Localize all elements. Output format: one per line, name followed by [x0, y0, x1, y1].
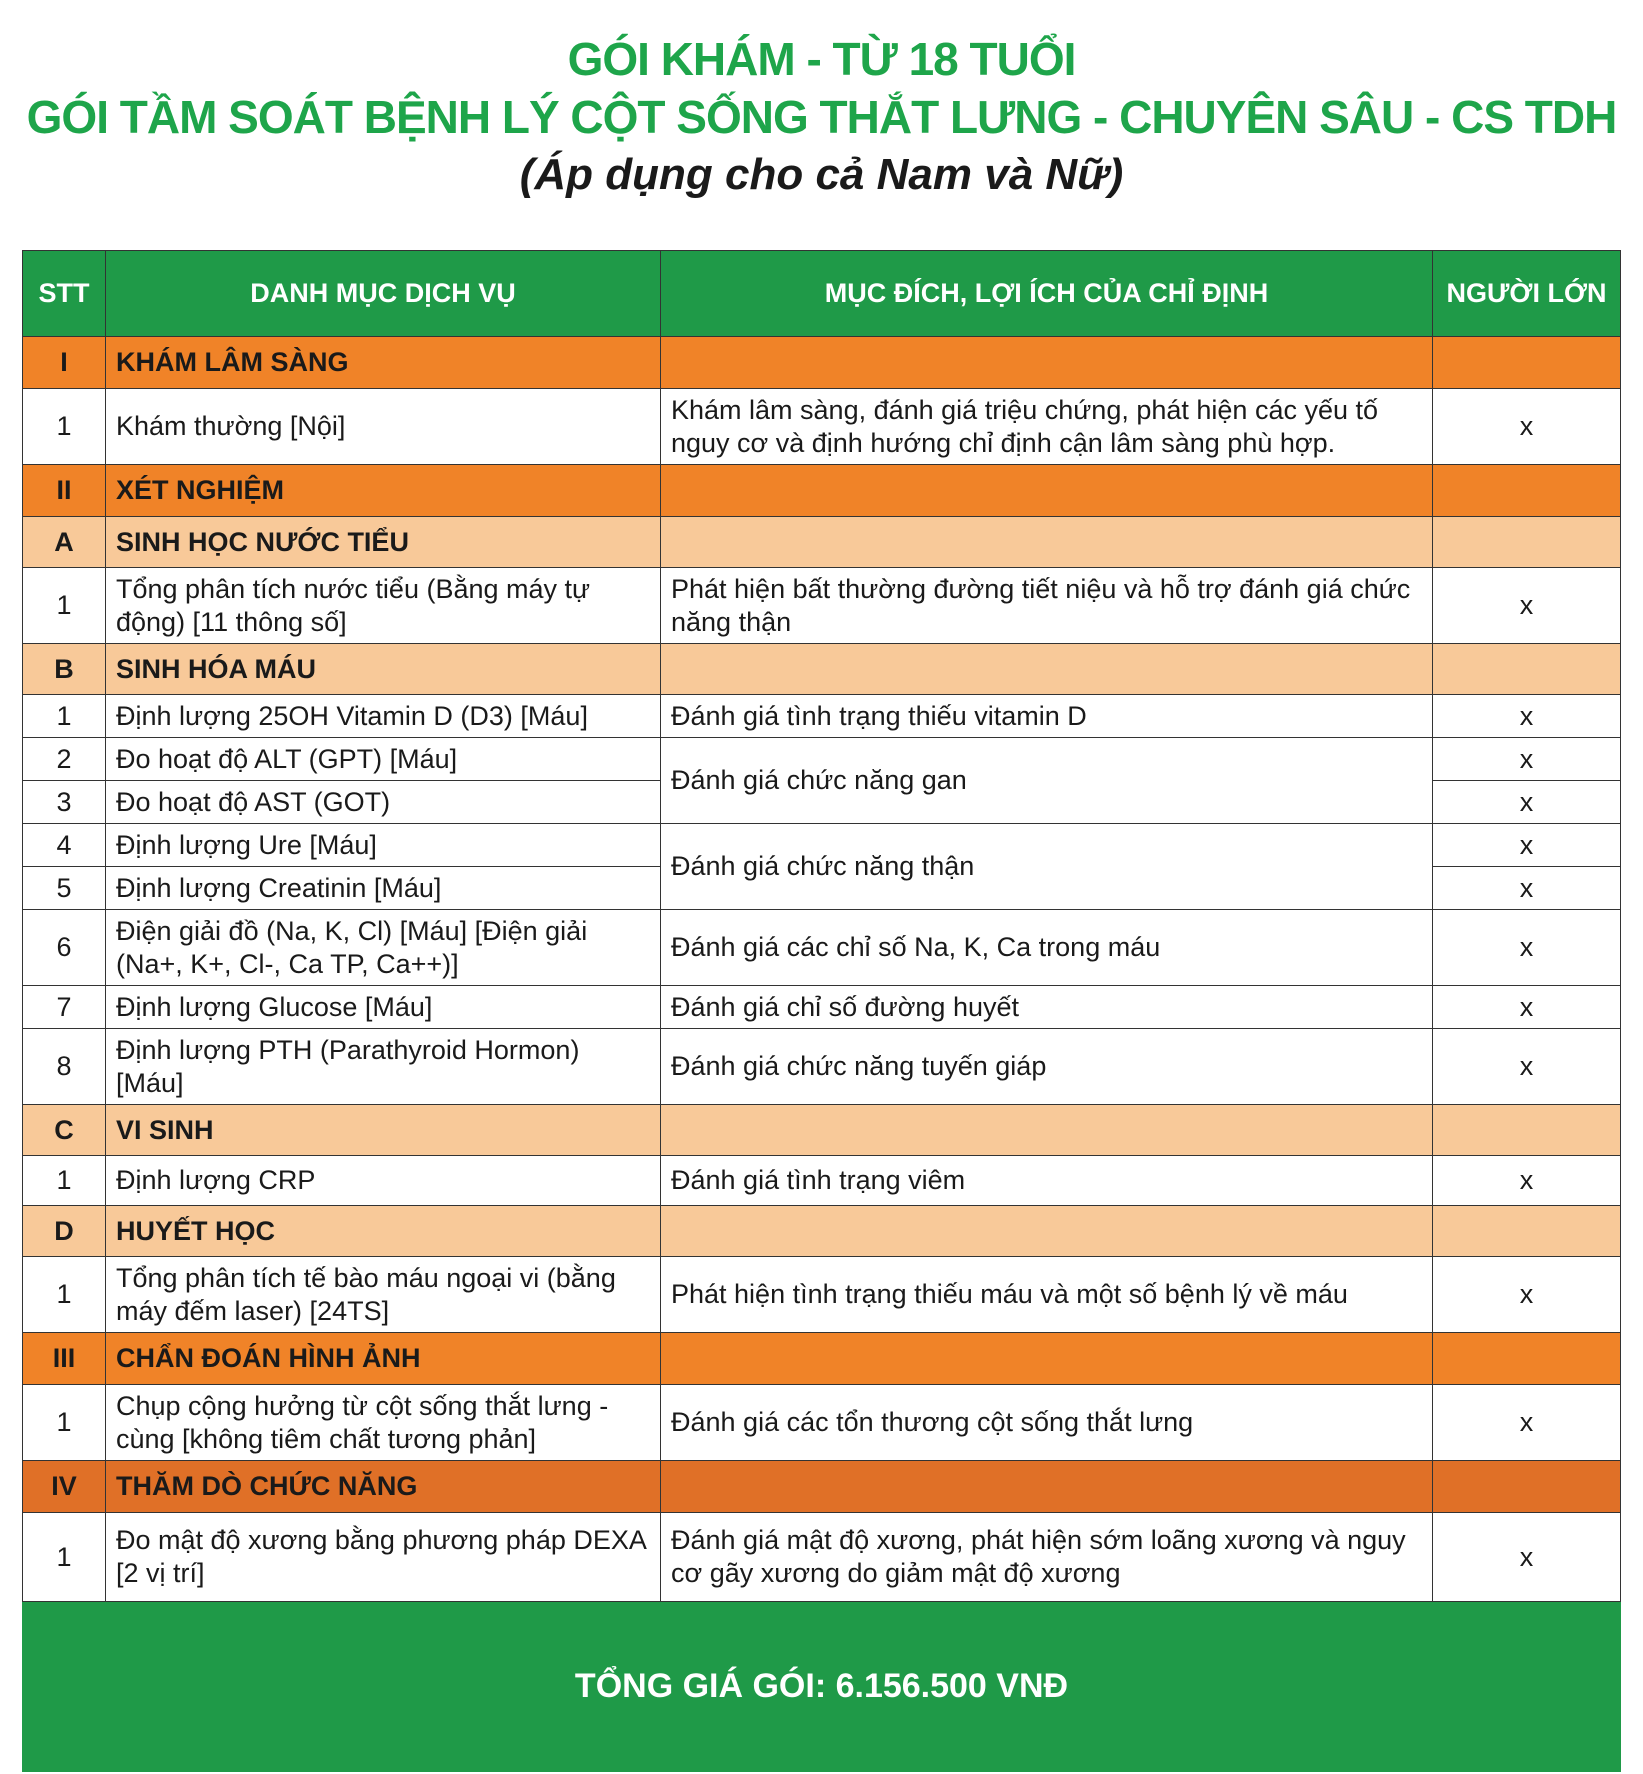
table-row	[23, 738, 1621, 781]
col-header-stt: STT	[23, 251, 106, 337]
section-stt: III	[23, 1333, 106, 1385]
row-adult-mark: x	[1433, 568, 1621, 644]
row-stt: 8	[23, 1029, 106, 1105]
empty-cell	[661, 337, 1433, 389]
row-service: Định lượng PTH (Parathyroid Hormon) [Máu]	[106, 1029, 661, 1105]
empty-cell	[661, 1333, 1433, 1385]
table-row	[23, 568, 1621, 644]
empty-cell	[1433, 465, 1621, 517]
row-purpose: Đánh giá các tổn thương cột sống thắt lưng	[661, 1385, 1433, 1461]
row-stt: 4	[23, 824, 106, 867]
table-header-row	[23, 251, 1621, 337]
section-row	[23, 1333, 1621, 1385]
subsection-row	[23, 1105, 1621, 1156]
row-adult-mark: x	[1433, 1029, 1621, 1105]
row-purpose: Đánh giá chỉ số đường huyết	[661, 986, 1433, 1029]
row-service: Chụp cộng hưởng từ cột sống thắt lưng - cùng [không tiêm chất tương phản]	[106, 1385, 661, 1461]
row-service: Định lượng CRP	[106, 1156, 661, 1206]
table-row	[23, 824, 1621, 867]
table-row	[23, 986, 1621, 1029]
table-row	[23, 1513, 1621, 1602]
section-stt: I	[23, 337, 106, 389]
row-adult-mark: x	[1433, 781, 1621, 824]
row-stt: 1	[23, 389, 106, 465]
row-stt: 7	[23, 986, 106, 1029]
row-service: Đo mật độ xương bằng phương pháp DEXA [2 vị trí]	[106, 1513, 661, 1602]
row-stt: 1	[23, 1513, 106, 1602]
empty-cell	[1433, 1461, 1621, 1513]
subsection-row	[23, 644, 1621, 695]
row-stt: 5	[23, 867, 106, 910]
empty-cell	[661, 1461, 1433, 1513]
empty-cell	[1433, 1333, 1621, 1385]
section-name: THĂM DÒ CHỨC NĂNG	[106, 1461, 661, 1513]
row-purpose: Phát hiện tình trạng thiếu máu và một số bệnh lý về máu	[661, 1257, 1433, 1333]
row-adult-mark: x	[1433, 1156, 1621, 1206]
row-service: Đo hoạt độ ALT (GPT) [Máu]	[106, 738, 661, 781]
row-service: Định lượng Ure [Máu]	[106, 824, 661, 867]
row-purpose: Khám lâm sàng, đánh giá triệu chứng, phát hiện các yếu tố nguy cơ và định hướng chỉ định cận lâm sàng phù hợp.	[661, 389, 1433, 465]
row-service: Điện giải đồ (Na, K, Cl) [Máu] [Điện giải (Na+, K+, Cl-, Ca TP, Ca++)]	[106, 910, 661, 986]
section-stt: B	[23, 644, 106, 695]
package-applicability: (Áp dụng cho cả Nam và Nữ)	[519, 150, 1124, 199]
row-adult-mark: x	[1433, 910, 1621, 986]
empty-cell	[661, 644, 1433, 695]
section-name: KHÁM LÂM SÀNG	[106, 337, 661, 389]
col-header-service: DANH MỤC DỊCH VỤ	[106, 251, 661, 337]
empty-cell	[1433, 337, 1621, 389]
col-header-purpose: MỤC ĐÍCH, LỢI ÍCH CỦA CHỈ ĐỊNH	[661, 251, 1433, 337]
empty-cell	[1433, 517, 1621, 568]
table-row	[23, 1257, 1621, 1333]
section-name: HUYẾT HỌC	[106, 1206, 661, 1257]
row-service: Định lượng 25OH Vitamin D (D3) [Máu]	[106, 695, 661, 738]
total-row	[23, 1602, 1621, 1772]
row-adult-mark: x	[1433, 695, 1621, 738]
row-service: Khám thường [Nội]	[106, 389, 661, 465]
section-stt: D	[23, 1206, 106, 1257]
row-purpose: Đánh giá chức năng tuyến giáp	[661, 1029, 1433, 1105]
empty-cell	[661, 1105, 1433, 1156]
package-title: GÓI KHÁM - TỪ 18 TUỔI	[567, 33, 1076, 85]
row-purpose: Đánh giá các chỉ số Na, K, Ca trong máu	[661, 910, 1433, 986]
row-service: Định lượng Creatinin [Máu]	[106, 867, 661, 910]
row-adult-mark: x	[1433, 867, 1621, 910]
row-adult-mark: x	[1433, 1257, 1621, 1333]
section-name: XÉT NGHIỆM	[106, 465, 661, 517]
row-purpose: Đánh giá chức năng gan	[661, 738, 1433, 824]
total-price: TỔNG GIÁ GÓI: 6.156.500 VNĐ	[23, 1602, 1621, 1772]
section-row	[23, 465, 1621, 517]
subsection-row	[23, 1206, 1621, 1257]
table-row	[23, 1029, 1621, 1105]
row-adult-mark: x	[1433, 389, 1621, 465]
row-purpose: Phát hiện bất thường đường tiết niệu và hỗ trợ đánh giá chức năng thận	[661, 568, 1433, 644]
table-row	[23, 695, 1621, 738]
section-name: SINH HÓA MÁU	[106, 644, 661, 695]
row-stt: 2	[23, 738, 106, 781]
table-row	[23, 1385, 1621, 1461]
row-purpose: Đánh giá tình trạng viêm	[661, 1156, 1433, 1206]
row-service: Tổng phân tích tế bào máu ngoại vi (bằng máy đếm laser) [24TS]	[106, 1257, 661, 1333]
page-heading	[0, 0, 1643, 218]
subsection-row	[23, 517, 1621, 568]
table-row	[23, 1156, 1621, 1206]
section-row	[23, 1461, 1621, 1513]
section-stt: A	[23, 517, 106, 568]
package-subtitle: GÓI TẦM SOÁT BỆNH LÝ CỘT SỐNG THẮT LƯNG - CHUYÊN SÂU - CS TDH	[26, 91, 1617, 143]
section-name: VI SINH	[106, 1105, 661, 1156]
section-stt: IV	[23, 1461, 106, 1513]
empty-cell	[1433, 1206, 1621, 1257]
empty-cell	[661, 1206, 1433, 1257]
row-adult-mark: x	[1433, 824, 1621, 867]
section-name: SINH HỌC NƯỚC TIỂU	[106, 517, 661, 568]
row-service: Định lượng Glucose [Máu]	[106, 986, 661, 1029]
row-purpose: Đánh giá chức năng thận	[661, 824, 1433, 910]
empty-cell	[1433, 644, 1621, 695]
row-stt: 1	[23, 1156, 106, 1206]
row-adult-mark: x	[1433, 1513, 1621, 1602]
row-purpose: Đánh giá mật độ xương, phát hiện sớm loãng xương và nguy cơ gãy xương do giảm mật độ xương	[661, 1513, 1433, 1602]
row-stt: 6	[23, 910, 106, 986]
row-stt: 3	[23, 781, 106, 824]
row-stt: 1	[23, 568, 106, 644]
col-header-adult: NGƯỜI LỚN	[1433, 251, 1621, 337]
service-table	[22, 250, 1621, 1772]
empty-cell	[661, 465, 1433, 517]
section-stt: II	[23, 465, 106, 517]
row-purpose: Đánh giá tình trạng thiếu vitamin D	[661, 695, 1433, 738]
row-service: Tổng phân tích nước tiểu (Bằng máy tự động) [11 thông số]	[106, 568, 661, 644]
row-adult-mark: x	[1433, 986, 1621, 1029]
row-stt: 1	[23, 1385, 106, 1461]
section-stt: C	[23, 1105, 106, 1156]
row-stt: 1	[23, 695, 106, 738]
row-service: Đo hoạt độ AST (GOT)	[106, 781, 661, 824]
row-stt: 1	[23, 1257, 106, 1333]
table-row	[23, 389, 1621, 465]
table-row	[23, 910, 1621, 986]
empty-cell	[661, 517, 1433, 568]
section-row	[23, 337, 1621, 389]
row-adult-mark: x	[1433, 738, 1621, 781]
empty-cell	[1433, 1105, 1621, 1156]
row-adult-mark: x	[1433, 1385, 1621, 1461]
section-name: CHẨN ĐOÁN HÌNH ẢNH	[106, 1333, 661, 1385]
